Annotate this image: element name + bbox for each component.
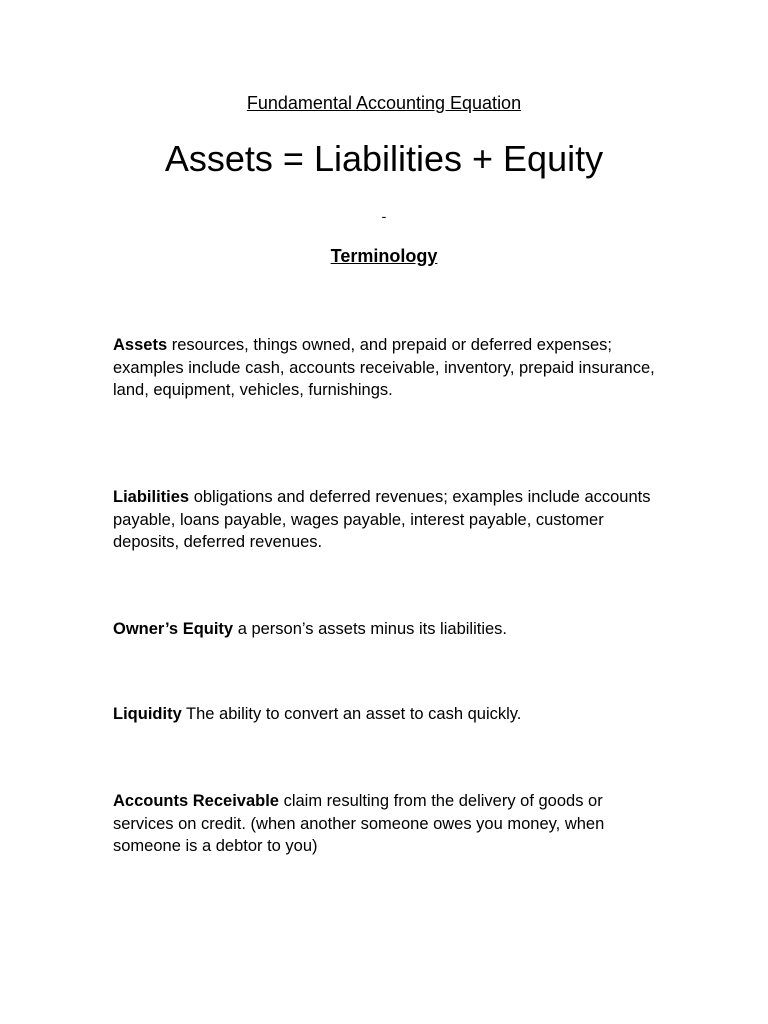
term-definition: resources, things owned, and prepaid or deferred expenses; examples include cash, accounts receivable, inventory, prepaid insurance, land, equipment, vehicles, furnishings. xyxy=(113,336,655,399)
term-owners-equity xyxy=(113,618,658,641)
document-title: Fundamental Accounting Equation xyxy=(246,93,522,113)
term-definition: claim resulting from the delivery of goods or services on credit. (when another someone owes you money, when someone is a debtor to you) xyxy=(113,792,605,855)
term-definition: The ability to convert an asset to cash quickly. xyxy=(181,705,522,723)
term-definition: obligations and deferred revenues; examples include accounts payable, loans payable, wages payable, interest payable, customer deposits, deferred revenues. xyxy=(113,488,651,551)
term-accounts-receivable xyxy=(113,790,658,858)
term-name: Liabilities xyxy=(113,488,190,506)
term-name: Liquidity xyxy=(113,705,182,723)
accounting-equation: Assets = Liabilities + Equity xyxy=(164,138,604,179)
terminology-heading: Terminology xyxy=(330,246,438,266)
term-definition: a person’s assets minus its liabilities. xyxy=(233,620,508,638)
term-liabilities xyxy=(113,486,658,554)
term-liquidity xyxy=(113,703,658,726)
term-assets xyxy=(113,334,658,402)
separator-mark: - xyxy=(381,208,387,224)
term-name: Accounts Receivable xyxy=(113,792,279,810)
term-name: Assets xyxy=(113,336,168,354)
term-name: Owner’s Equity xyxy=(113,620,234,638)
